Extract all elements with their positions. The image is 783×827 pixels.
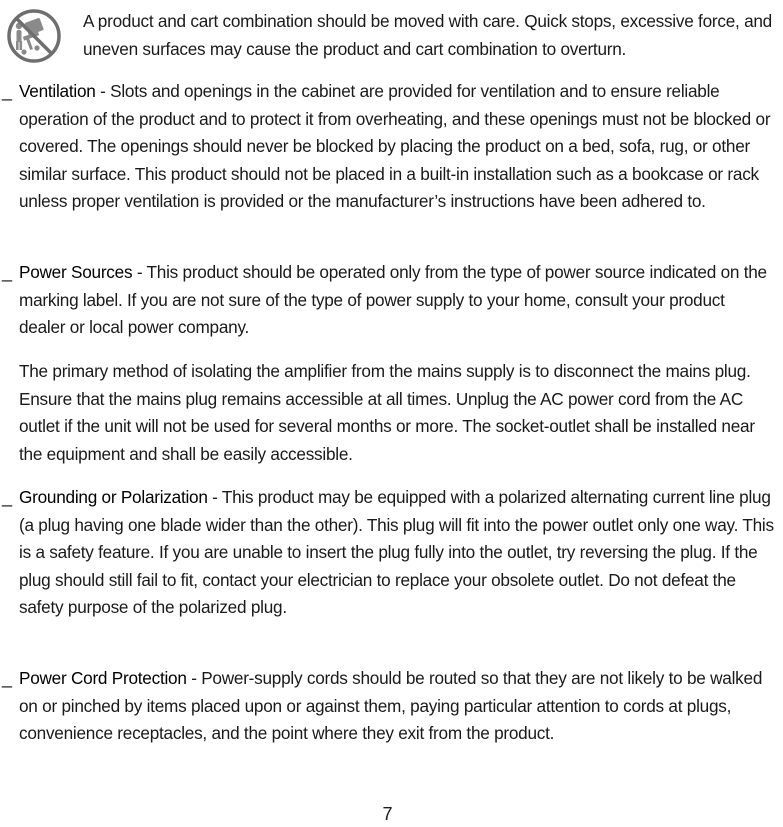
section-bullet: _	[2, 668, 13, 688]
power-sources-body: - This product should be operated only from the type of power source indicated on the marking label. If you are not sure of the type of power supply to your home, consult your product dealer or local power company.	[19, 262, 767, 337]
mains-disconnect-paragraph: The primary method of isolating the amplifier from the mains supply is to disconnect the mains plug. Ensure that the mains plug remains accessible at all times. Unplug the AC power cord from the AC outlet if the unit will not be used for several months or more. The socket-outlet shall be installed near the equipment and shall be easily accessible.	[19, 361, 755, 464]
ventilation-section	[0, 78, 783, 216]
ventilation-text	[19, 78, 775, 216]
power-sources-section	[0, 259, 783, 342]
section-bullet: _	[2, 487, 13, 507]
section-bullet: _	[2, 81, 13, 101]
tip-over-warning-icon	[6, 8, 62, 64]
grounding-title: Grounding or Polarization	[19, 487, 208, 507]
grounding-text	[19, 484, 775, 622]
power-sources-text	[19, 259, 775, 342]
power-cord-section	[0, 665, 783, 748]
cart-warning-notice	[0, 6, 783, 62]
grounding-body: - This product may be equipped with a polarized alternating current line plug (a plug having one blade wider than the other). This plug will fit into the power outlet only one way. This is a safety feature. If you are unable to insert the plug fully into the outlet, try reversing the plug. If the plug should still fail to fit, contact your electrician to replace your obsolete outlet. Do not defeat the safety purpose of the polarized plug.	[19, 487, 774, 617]
page-number: 7	[382, 804, 393, 824]
power-cord-body: - Power-supply cords should be routed so that they are not likely to be walked on or pinched by items placed upon or against them, paying particular attention to cords at plugs, convenience receptacles, and the point where they exit from the product.	[19, 668, 763, 743]
cart-warning-text: A product and cart combination should be moved with care. Quick stops, excessive force, and uneven surfaces may cause the product and cart combination to overturn.	[83, 11, 772, 59]
section-bullet: _	[2, 262, 13, 282]
grounding-section	[0, 484, 783, 622]
power-cord-text	[19, 665, 775, 748]
power-sources-title: Power Sources	[19, 262, 133, 282]
ventilation-title: Ventilation	[19, 81, 96, 101]
ventilation-body: - Slots and openings in the cabinet are provided for ventilation and to ensure reliable operation of the product and to protect it from overheating, and these openings must not be blocked or covered. The openings should never be blocked by placing the product on a bed, sofa, rug, or other similar surface. This product should not be placed in a built-in installation such as a bookcase or rack unless proper ventilation is provided or the manufacturer’s instructions have been adhered to.	[19, 81, 771, 211]
power-cord-title: Power Cord Protection	[19, 668, 187, 688]
